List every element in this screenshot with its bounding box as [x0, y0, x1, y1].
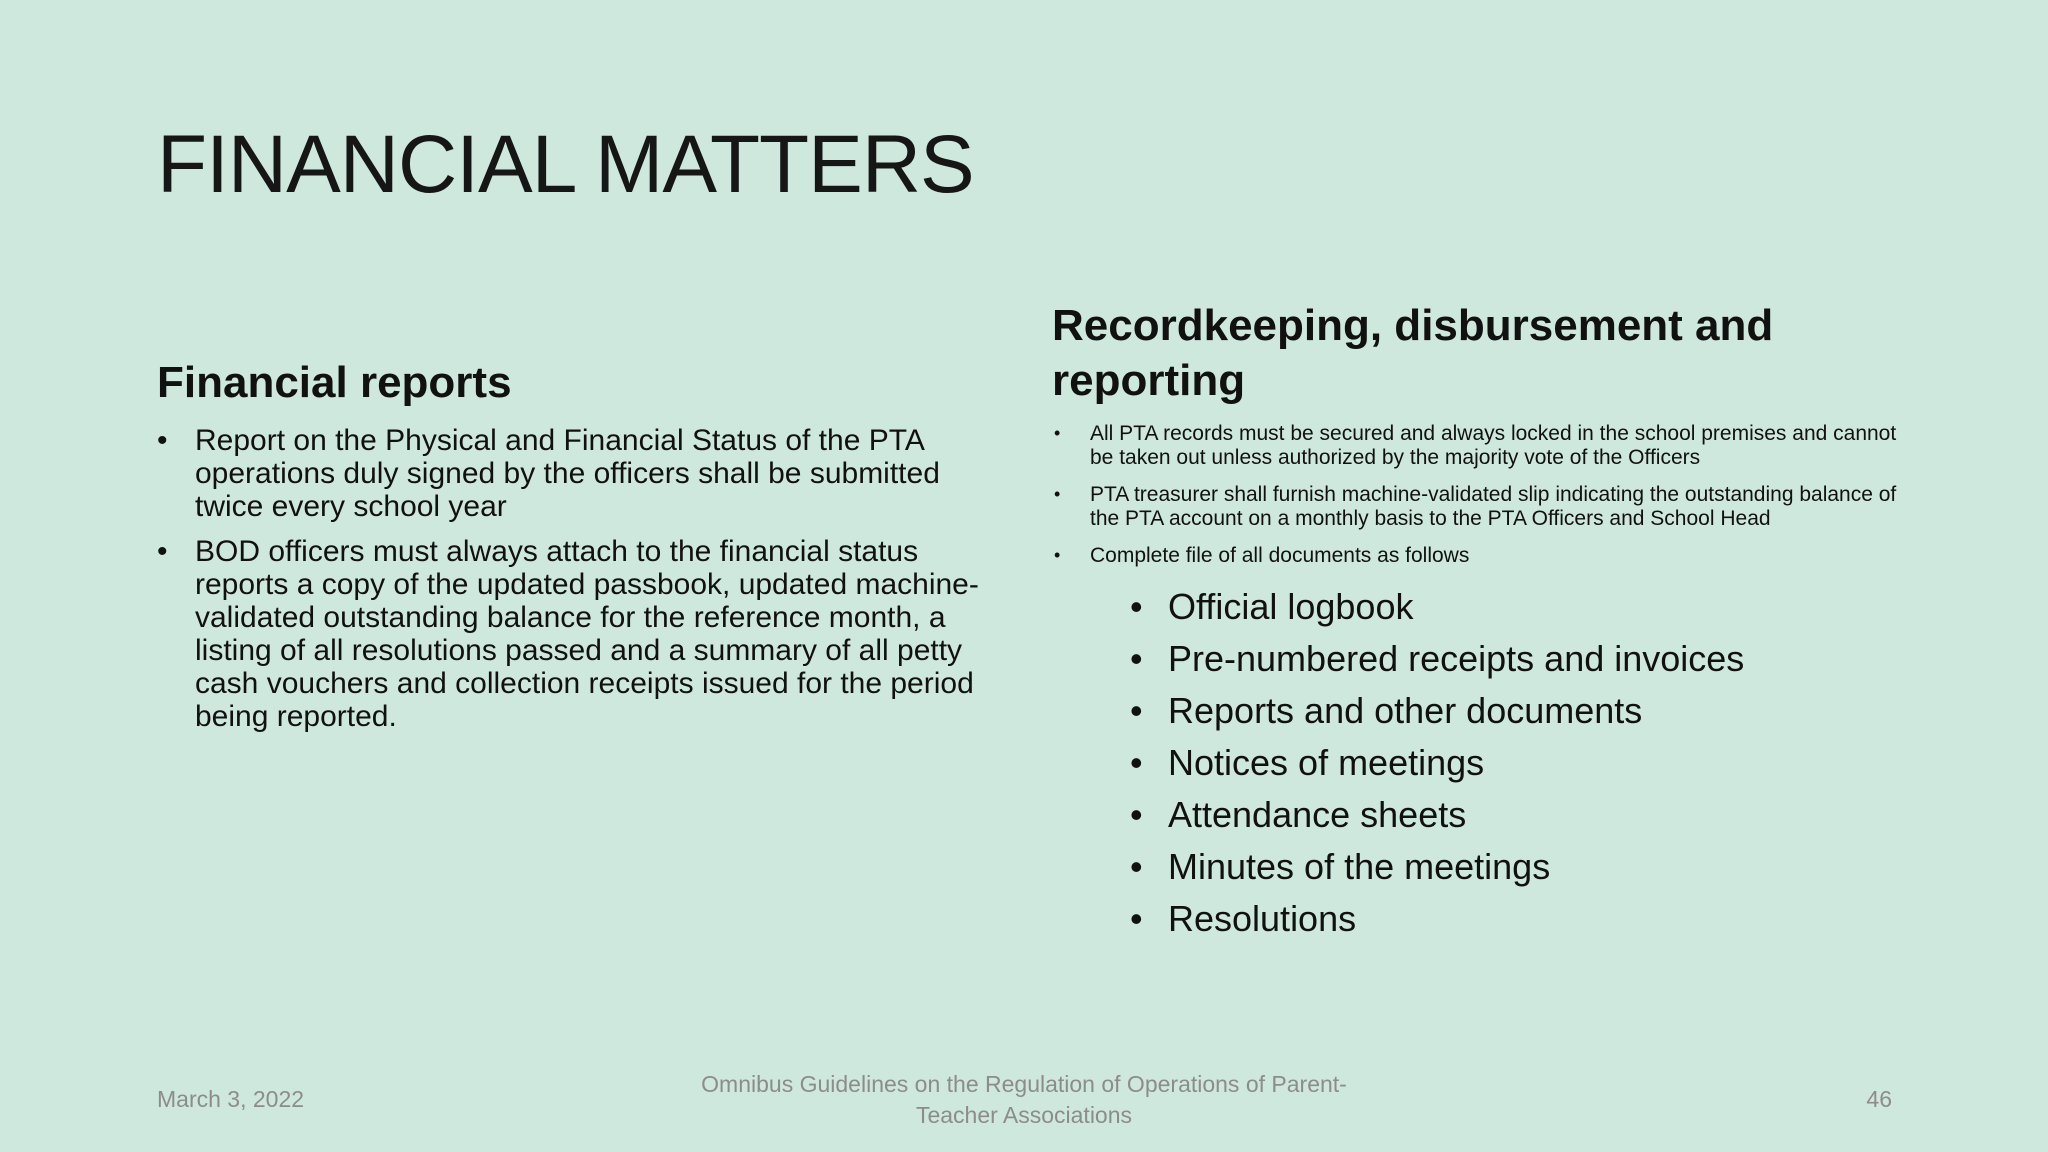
- bullet-dot: •: [1130, 586, 1143, 627]
- list-item: [1052, 422, 1902, 470]
- sub-list-item-text: Reports and other documents: [1168, 690, 1643, 731]
- bullet-dot: •: [1054, 484, 1061, 504]
- documents-sublist: [1130, 581, 1902, 945]
- footer-date: March 3, 2022: [157, 1086, 305, 1112]
- financial-reports-list: [157, 424, 997, 733]
- bullet-dot: •: [1130, 742, 1143, 783]
- sub-list-item-text: Notices of meetings: [1168, 742, 1485, 783]
- sub-list-item: [1130, 893, 1902, 945]
- bullet-dot: •: [157, 424, 168, 457]
- bullet-dot: •: [1130, 898, 1143, 939]
- recordkeeping-list: [1052, 422, 1902, 568]
- footer-title-line2: Teacher Associations: [915, 1102, 1133, 1128]
- sub-list-item-text: Minutes of the meetings: [1168, 846, 1551, 887]
- sub-list-item: [1130, 737, 1902, 789]
- sub-list-item-text: Official logbook: [1168, 586, 1414, 627]
- recordkeeping-heading-line2: reporting: [1052, 356, 1246, 405]
- list-item: [1052, 544, 1902, 568]
- slide-title: FINANCIAL MATTERS: [157, 119, 974, 210]
- list-item-text: Complete file of all documents as follows: [1090, 544, 1470, 567]
- sub-list-item-text: Pre-numbered receipts and invoices: [1168, 638, 1745, 679]
- financial-reports-heading: Financial reports: [157, 358, 512, 407]
- sub-list-item: [1130, 581, 1902, 633]
- sub-list-item: [1130, 789, 1902, 841]
- list-item: [157, 535, 997, 733]
- sub-list-item: [1130, 633, 1902, 685]
- right-column: [1052, 298, 1902, 945]
- sub-list-item: [1130, 841, 1902, 893]
- recordkeeping-heading: [1052, 298, 1902, 408]
- page-number: 46: [1866, 1086, 1892, 1112]
- bullet-dot: •: [157, 535, 168, 568]
- left-column: [157, 355, 997, 745]
- list-item: [1052, 483, 1902, 531]
- recordkeeping-heading-line1: Recordkeeping, disbursement and: [1052, 301, 1774, 350]
- footer-title-line1: Omnibus Guidelines on the Regulation of Operations of Parent-: [701, 1071, 1347, 1097]
- sub-list-item-text: Resolutions: [1168, 898, 1357, 939]
- sub-list-item-text: Attendance sheets: [1168, 794, 1467, 835]
- list-item-text: PTA treasurer shall furnish machine-validated slip indicating the outstanding balance of the PTA account on a monthly basis to the PTA Officers and School Head: [1090, 483, 1897, 530]
- sub-list-item: [1130, 685, 1902, 737]
- bullet-dot: •: [1130, 846, 1143, 887]
- list-item: [157, 424, 997, 523]
- list-item-text: Report on the Physical and Financial Status of the PTA operations duly signed by the officers shall be submitted twice every school year: [195, 424, 940, 523]
- bullet-dot: •: [1130, 638, 1143, 679]
- bullet-dot: •: [1130, 794, 1143, 835]
- footer-title: [684, 1069, 1364, 1131]
- list-item-text: All PTA records must be secured and always locked in the school premises and cannot be taken out unless authorized by the majority vote of the Officers: [1090, 422, 1897, 469]
- list-item-text: BOD officers must always attach to the financial status reports a copy of the updated passbook, updated machine-validated outstanding balance for the reference month, a listing of all resolutions passed and a summary of all petty cash vouchers and collection receipts issued for the period being reported.: [195, 535, 979, 733]
- bullet-dot: •: [1054, 423, 1061, 443]
- bullet-dot: •: [1130, 690, 1143, 731]
- bullet-dot: •: [1054, 545, 1061, 565]
